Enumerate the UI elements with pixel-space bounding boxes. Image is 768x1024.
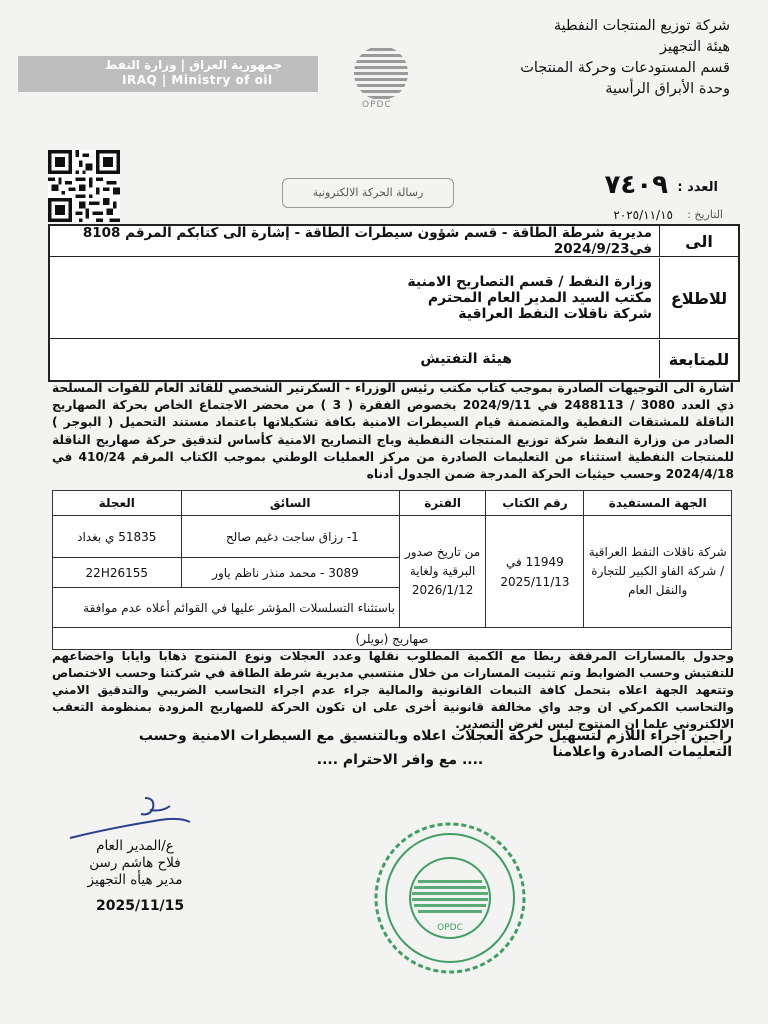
number-label: العدد : (677, 180, 718, 195)
follow-label: للمتابعة (659, 340, 738, 378)
opdc-logo-icon (349, 44, 413, 102)
electronic-message-box: رسالة الحركة الالكترونية (282, 178, 454, 208)
follow-text: هيئة التفتيش (420, 351, 512, 367)
info-line: مكتب السيد المدير العام المحترم (427, 290, 652, 306)
info-text (56, 258, 652, 338)
signature-date: 2025/11/15 (96, 898, 185, 914)
table-header: رقم الكتاب (486, 491, 584, 516)
company-stamp-icon (370, 818, 530, 978)
table-header-row (53, 491, 732, 516)
signatory-block (60, 838, 210, 889)
signatory-line: فلاح هاشم رسن (89, 855, 181, 871)
org-line: قسم المستودعات وحركة المنتجات (520, 60, 730, 76)
table-header: الفترة (399, 491, 486, 516)
info-row (50, 258, 738, 339)
address-table (48, 224, 740, 382)
driver-cell: 1- رزاق ساجت دغيم صالح (181, 516, 399, 558)
org-line: شركة توزيع المنتجات النفطية (553, 18, 730, 34)
movement-table (52, 490, 732, 650)
ministry-english: IRAQ | Ministry of oil (122, 73, 273, 87)
table-header: العجلة (53, 491, 182, 516)
logo-text: OPDC (362, 100, 392, 110)
table-header: السائق (181, 491, 399, 516)
closing-regards: .... مع وافر الاحترام .... (316, 752, 484, 768)
table-row (53, 628, 732, 650)
tanker-type: صهاريج (بويلر) (53, 628, 732, 650)
ministry-band (18, 56, 318, 92)
stamp-logo-text: OPDC (437, 923, 463, 933)
letter-number-cell: 11949 في 2025/11/13 (486, 516, 584, 628)
to-row (50, 226, 738, 257)
body-paragraph-2: وجدول بالمسارات المرفقة ربطا مع الكمية المطلوب نقلها وعدد العجلات ونوع المنتوج ذهابا وايابا واخضاعهم للتفتيش وحسب الضوابط وتم تثبيت المسارات من خلال منتسبي مديرية شرطة الطاقة في شركتنا وحسب الاختصاص وتتعهد الجهة اعلاه بتحمل كافة التبعات القانونية والمالية جراء عدم اجراء التحاسب الضريبي والتدقيق الامني والتحاسب الكمركي ان وجد واي مخالفة قانونية أخرى على ان تكون الحركة للصهاريج المزودة بمنظومة التعقب الالكتروني علما ان المنتوج ليس لغرض التصدير. (52, 649, 734, 731)
to-label: الى (659, 226, 738, 256)
info-line: شركة ناقلات النفط العراقية (458, 306, 652, 322)
beneficiary-cell: شركة ناقلات النفط العراقية / شركة الفاو الكبير للتجارة والنقل العام (584, 516, 732, 628)
document-date: ٢٠٢٥/١١/١٥ (613, 208, 673, 222)
vehicle-cell: 22H26155 (53, 558, 182, 588)
org-line: هيئة التجهيز (659, 39, 730, 55)
signatory-line: ع/المدير العام (96, 838, 174, 854)
document-number: ٧٤٠٩ (604, 170, 668, 200)
body-paragraph-1: اشارة الى التوجيهات الصادرة بموجب كتاب مكتب رئيس الوزراء - السكرتير الشخصي للقائد العام للقوات المسلحة ذي العدد 3080 / 2488113 في 2024/9/11 بخصوص الفقرة ( 3 ) من محضر الاجتماع الخاص بحركة الصهاريج الناقلة للمشتقات النفطية والمتضمنة قيام السيطرات الامنية بكافة تشكيلاتها باعتماد مستند التحميل ( البوجر ) الصادر من وزارة النفط شركة توزيع المنتجات النفطية وباج التصاريح الامنية كأساس لتدقيق حركة صهاريج الناقلة للمنتجات النفطية استثناء من التعليمات الصادرة من مركز العمليات الوطني بموجب الكتاب المرقم 410/24 في 2024/4/18 وحسب حيثيات الحركة المدرجة ضمن الجدول أدناه (52, 381, 735, 482)
qr-code-icon (48, 150, 120, 222)
handwritten-signature (50, 792, 200, 842)
driver-cell: 3089 - محمد منذر ناظم ياور (181, 558, 399, 588)
signatory-line: مدير هيأه التجهيز (87, 872, 183, 888)
info-label: للاطلاع (659, 258, 738, 338)
info-line: وزارة النفط / قسم التصاريح الامنية (407, 274, 652, 290)
to-text: مديرية شرطة الطاقة - قسم شؤون سيطرات الطاقة - إشارة الى كتابكم المرقم 8108 في2024/9/23 (82, 225, 652, 257)
org-header (480, 16, 730, 100)
date-label: التاريخ : (687, 208, 723, 221)
org-line: وحدة الأبراق الرأسية (605, 81, 730, 97)
closing-request: راجين اجراء اللازم لتسهيل حركة العجلات اعلاه وبالتنسيق مع السيطرات الامنية وحسب التعليمات الصادرة واعلامنا (138, 728, 732, 760)
vehicle-cell: 51835 ي بغداد (53, 516, 182, 558)
table-row (53, 516, 732, 558)
exception-note: باستثناء التسلسلات المؤشر عليها في القوائم أعلاه عدم موافقة (53, 588, 400, 628)
table-header: الجهة المستفيدة (584, 491, 732, 516)
ministry-arabic: جمهورية العراق | وزارة النفط (104, 58, 282, 72)
follow-row (50, 340, 738, 378)
period-cell: من تاريخ صدور البرقية ولغاية 2026/1/12 (399, 516, 486, 628)
